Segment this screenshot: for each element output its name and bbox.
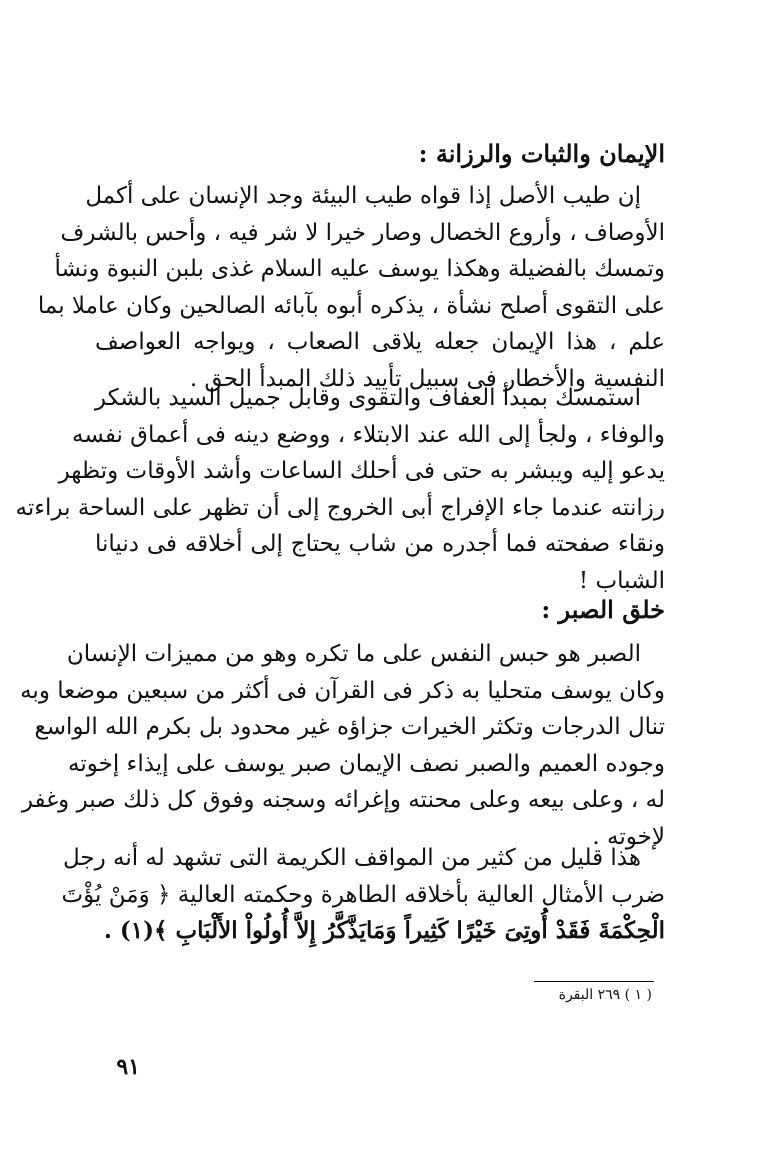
paragraph-patience-1 [20, 636, 665, 855]
text-line: النفسية والأخطار فى سبيل تأييد ذلك المبدأ الحق . [189, 365, 665, 392]
text-line: تنال الدرجات وتكثر الخيرات جزاؤه غير محدود بل بكرم الله الواسع [34, 714, 665, 740]
text-line: إن طيب الأصل إذا قواه طيب البيئة وجد الإنسان على أكمل [85, 183, 641, 209]
page-number: ٩١ [116, 1054, 140, 1080]
text-line: استمسك بمبدأ العفاف والتقوى وقابل جميل السيد بالشكر [94, 385, 641, 411]
text-line: على التقوى أصلح نشأة ، يذكره أبوه بآبائه الصالحين وكان عاملا بما [37, 292, 665, 319]
text-line: الشباب ! [578, 567, 665, 594]
text-line: وتمسك بالفضيلة وهكذا يوسف عليه السلام غذى بلبن النبوة ونشأ [54, 256, 665, 282]
text-line: وجوده العميم والصبر نصف الإيمان صبر يوسف على إيذاء إخوته [67, 750, 665, 777]
text-line: هذا قليل من كثير من المواقف الكريمة التى تشهد له أنه رجل [62, 845, 641, 871]
text-line: علم ، هذا الإيمان جعله يلاقى الصعاب ، ويواجه العواصف [95, 329, 665, 355]
text-line: ونقاء صفحته فما أجدره من شاب يحتاج إلى أخلاقه فى دنيانا [95, 531, 665, 557]
text-line: ضرب الأمثال العالية بأخلاقه الطاهرة وحكمته العالية ﴿ وَمَنْ يُؤْتَ [61, 881, 665, 908]
section-heading-patience: خلق الصبر : [541, 595, 665, 624]
text-line: لإخوته . [592, 823, 665, 850]
text-line: الأوصاف ، وأروع الخصال وصار خيرا لا شر فيه ، وأحس بالشرف [60, 219, 665, 246]
text-line: رزانته عندما جاء الإفراج أبى الخروج إلى أن تظهر على الساحة براءته [15, 494, 665, 521]
footnote: ( ١ ) ٢٦٩ البقرة [558, 987, 652, 1003]
paragraph-patience-2 [61, 840, 665, 950]
text-line: الصبر هو حبس النفس على ما تكره وهو من مميزات الإنسان [66, 641, 641, 667]
section-heading-faith: الإيمان والثبات والرزانة : [418, 139, 665, 168]
text-line: له ، وعلى بيعه وعلى محنته وإغرائه وسجنه وفوق كل ذلك صبر وغفر [21, 787, 665, 813]
text-line: وكان يوسف متحليا به ذكر فى القرآن فى أكثر من سبعين موضعا وبه [20, 677, 665, 704]
paragraph-faith-1 [37, 178, 665, 397]
quran-verse-line: الْحِكْمَةَ فَقَدْ أُوتِىَ خَيْرًا كَثِيراً وَمَايَذَّكَّرُ إِلاَّ أُولُواْ الأَلْبَابِ ﴾(١) . [103, 917, 665, 944]
paragraph-faith-2 [15, 380, 665, 599]
footnote-divider [534, 981, 654, 982]
text-line: يدعو إليه ويبشر به حتى فى أحلك الساعات وأشد الأوقات وتظهر [58, 458, 665, 484]
text-line: والوفاء ، ولجأ إلى الله عند الابتلاء ، ووضع دينه فى أعماق نفسه [71, 421, 665, 448]
